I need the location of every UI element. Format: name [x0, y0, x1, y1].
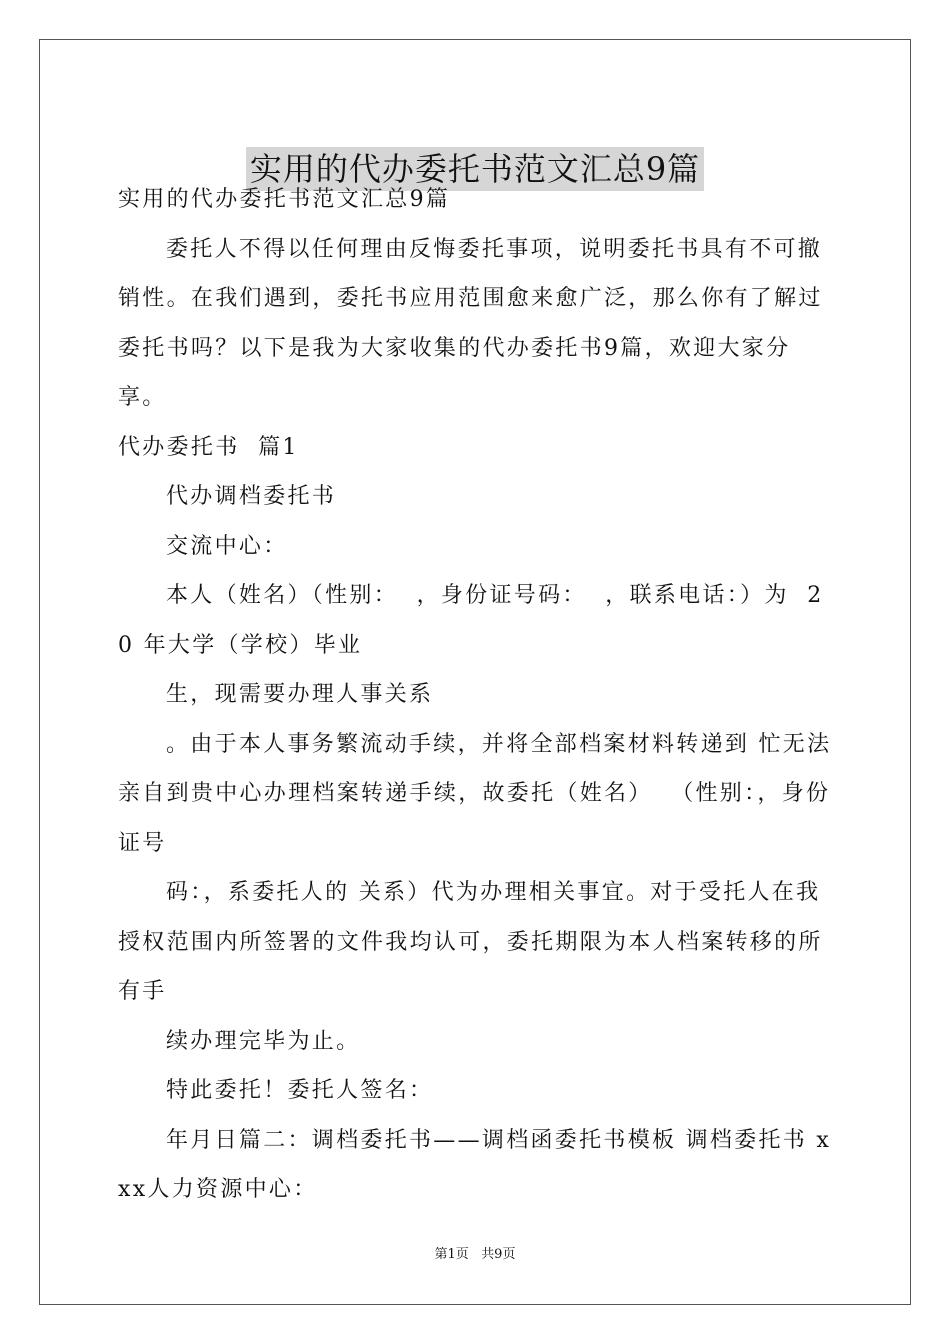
- paragraph: 本人（姓名）（性别： ，身份证号码： ，联系电话：）为 20 年大学（学校）毕业: [118, 583, 824, 658]
- paragraph: 委托人不得以任何理由反悔委托事项，说明委托书具有不可撤销性。在我们遇到，委托书应用范围愈来愈广泛，那么你有了解过委托书吗？以下是我为大家收集的代办委托书9篇，欢迎大家分享。: [118, 236, 823, 410]
- document-body: [118, 175, 834, 1215]
- paragraph: 。由于本人事务繁流动手续，并将全部档案材料转递到 忙无法亲自到贵中心办理档案转递手续，故委托（姓名） （性别：，身份证号: [118, 731, 832, 856]
- paragraph: 特此委托！委托人签名：: [166, 1078, 434, 1103]
- paragraph: 生，现需要办理人事关系: [166, 682, 434, 707]
- paragraph: 代办调档委托书: [166, 484, 337, 509]
- paragraph: 码：，系委托人的 关系）代为办理相关事宜。对于受托人在我授权范围内所签署的文件我均认可，委托期限为本人档案转移的所有手: [118, 880, 823, 1004]
- section-heading: 代办委托书 篇1: [118, 434, 299, 460]
- paragraph: 实用的代办委托书范文汇总9篇: [118, 187, 451, 212]
- page-number-footer: 第1页 共9页: [434, 1247, 516, 1262]
- document-title: 实用的代办委托书范文汇总9篇: [246, 147, 704, 191]
- paragraph: 年月日篇二：调档委托书——调档函委托书模板 调档委托书 xxx人力资源中心：: [118, 1127, 832, 1202]
- paragraph: 续办理完毕为止。: [166, 1028, 361, 1054]
- paragraph: 交流中心：: [166, 533, 288, 559]
